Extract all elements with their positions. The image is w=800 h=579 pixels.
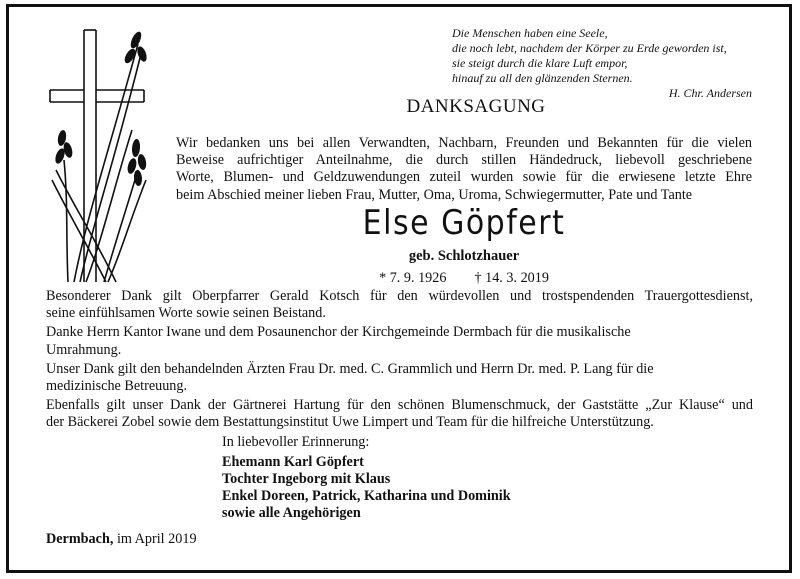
signer-name: Enkel Doreen, Patrick, Katharina und Dominik: [222, 488, 511, 504]
intro-line: Worte, Blumen- und Geldzuwendungen zuteil wurden sowie für die erwiesene letzte Ehre: [176, 169, 752, 186]
thanks-paragraph: [46, 324, 753, 359]
page-title: DANKSAGUNG: [406, 96, 546, 117]
signers-names: [222, 454, 642, 522]
signer-name: Tochter Ingeborg mit Klaus: [222, 471, 391, 487]
thanks-paragraph: [46, 288, 753, 323]
poem-line: Die Menschen haben eine Seele,: [452, 26, 608, 40]
signers-block: [222, 434, 642, 522]
life-dates: [176, 270, 752, 287]
intro-line: Wir bedanken uns bei allen Verwandten, Nachbarn, Freunden und Bekannten für die vielen: [176, 135, 752, 151]
signers-lead: In liebevoller Erinnerung:: [222, 434, 370, 450]
poem-line: die noch lebt, nachdem der Körper zu Erde geworden ist,: [452, 41, 727, 55]
thanks-line: Unser Dank gilt den behandelnden Ärzten Frau Dr. med. C. Grammlich und Herrn Dr. med. P. Lang für die: [46, 360, 654, 377]
poem-line: hinauf zu all den glänzenden Sternen.: [452, 71, 633, 85]
cross-wheat-icon: [46, 20, 158, 290]
thanks-section: [46, 288, 753, 433]
thanks-line: Umrahmung.: [46, 341, 122, 358]
thanks-line: medizinische Betreuung.: [46, 378, 188, 395]
signer-name: sowie alle Angehörigen: [222, 505, 361, 521]
intro-line: Beweise aufrichtiger Anteilnahme, die durch stillen Händedruck, liebevoll geschriebene: [176, 152, 752, 169]
birth-date: * 7. 9. 1926: [379, 270, 447, 286]
thanks-paragraph: [46, 397, 753, 432]
thanks-line: Danke Herrn Kantor Iwane und dem Posaunenchor der Kirchgemeinde Dermbach für die musikalische: [46, 324, 631, 341]
intro-line: beim Abschied meiner lieben Frau, Mutter, Oma, Uroma, Schwiegermutter, Pate und Tante: [176, 186, 693, 203]
thanks-paragraph: [46, 361, 753, 396]
deceased-birth-name: geb. Schlotzhauer: [408, 248, 520, 264]
place-date-text: im April 2019: [116, 531, 197, 547]
deceased-name: Else Göpfert: [362, 204, 566, 244]
place-date: [46, 531, 197, 548]
thanks-line: Besonderer Dank gilt Oberpfarrer Gerald Kotsch für den würdevollen und trostspendenden Trauergottesdienst,: [46, 288, 753, 304]
signer-name: Ehemann Karl Göpfert: [222, 454, 364, 470]
poem-author: H. Chr. Andersen: [668, 86, 752, 100]
poem-line: sie steigt durch die klare Luft empor,: [452, 56, 628, 70]
thanks-line: seine einfühlsamen Worte sowie seinen Beistand.: [46, 305, 326, 322]
poem-quote: [452, 26, 772, 101]
thanks-line: Ebenfalls gilt unser Dank der Gärtnerei Hartung für den schönen Blumenschmuck, der Gaststätte „Zur Klause“ und: [46, 396, 753, 413]
intro-paragraph: [176, 135, 752, 204]
thanks-line: der Bäckerei Zobel sowie dem Bestattungsinstitut Uwe Limpert und Team für die hilfreiche Unterstützung.: [46, 414, 654, 431]
death-date: † 14. 3. 2019: [474, 270, 549, 286]
place-town: Dermbach,: [46, 531, 114, 547]
